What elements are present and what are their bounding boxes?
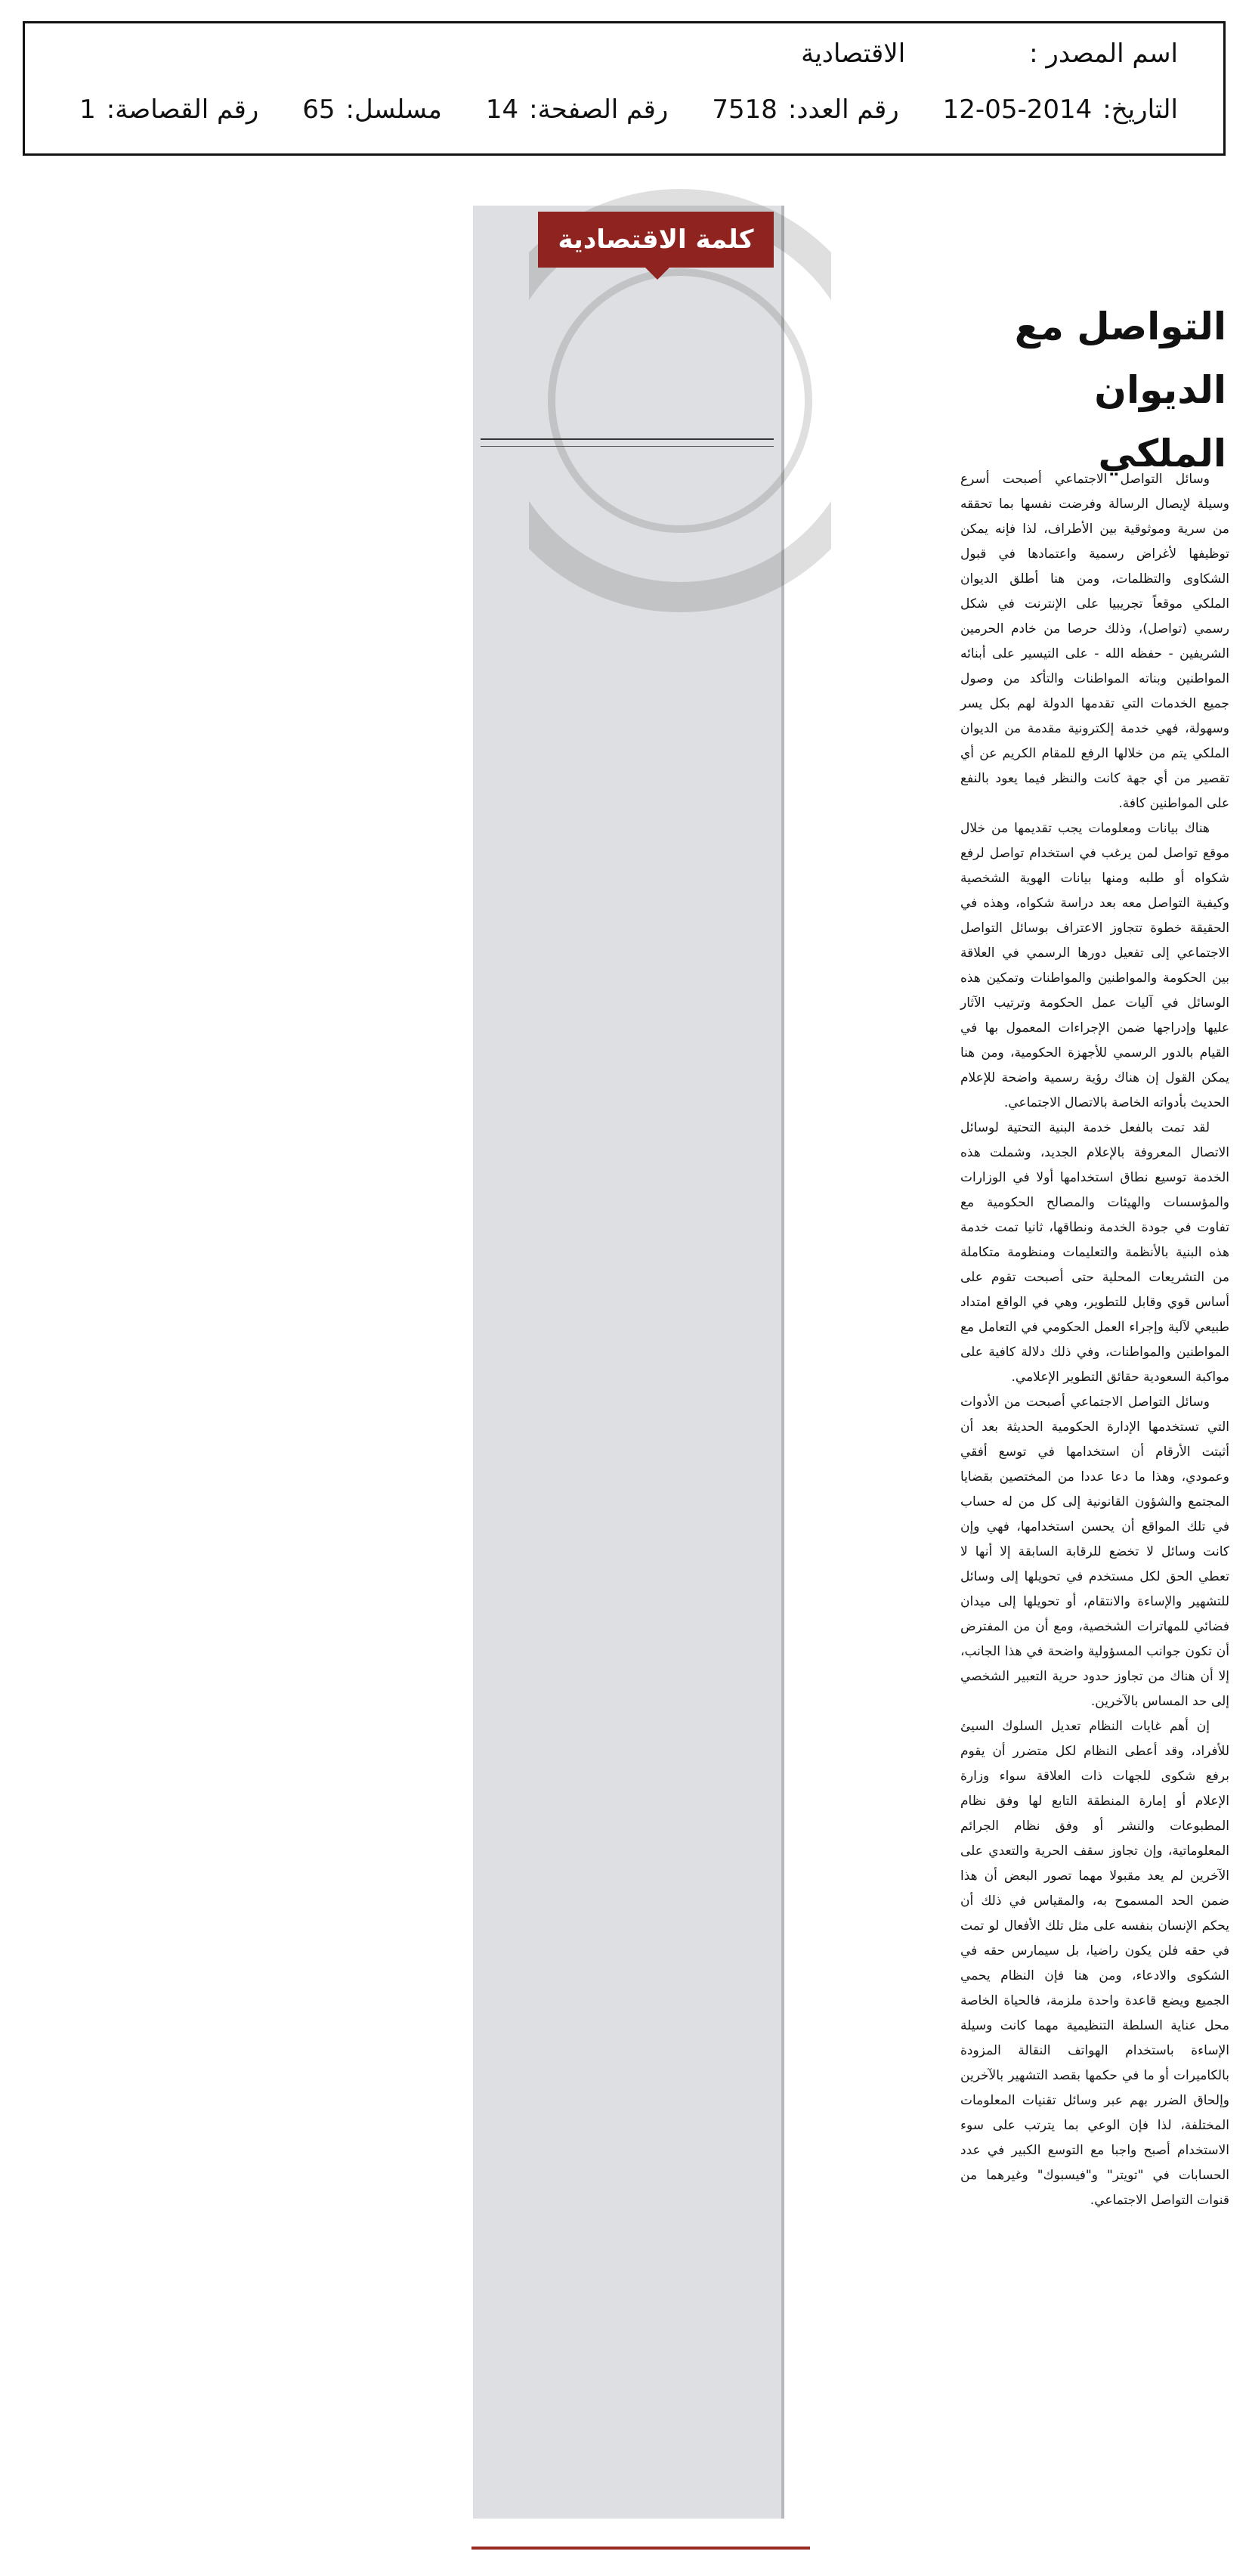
column-edge-rule bbox=[781, 206, 784, 2519]
issue-field: رقم العدد:7518 bbox=[712, 94, 899, 125]
clip-value: 1 bbox=[79, 94, 96, 125]
date-field: التاريخ:2014-05-12 bbox=[942, 94, 1178, 125]
paragraph: وسائل التواصل الاجتماعي أصبحت أسرع وسيلة لإيصال الرسالة وفرضت نفسها بما تحققه من سرية وموثوقية بين الأطراف، لذا فإنه يمكن توظيفها لأغراض رسمية واعتمادها في قبول الشكاوى والتظلمات، ومن هنا أطلق الديوان الملكي موقعاً تجريبيا على الإنترنت في شكل رسمي (تواصل)، وذلك حرصا من خادم الحرمين الشريفين - حفظه الله - على التيسير على أبنائه المواطنين وبناته المواطنات والتأكد من وصول جميع الخدمات التي تقدمها الدولة لهم بكل يسر وسهولة، فهي خدمة إلكترونية مقدمة من الديوان الملكي يتم من خلالها الرفع للمقام الكريم عن أي تقصير من أي جهة كانت والنظر فيما يعود بالنفع على المواطنين كافة. bbox=[960, 472, 1229, 811]
serial-value: 65 bbox=[302, 94, 335, 125]
article-clipping bbox=[473, 206, 781, 2519]
section-banner: كلمة الاقتصادية bbox=[538, 212, 774, 268]
source-label: اسم المصدر : bbox=[1029, 39, 1178, 69]
clip-field: رقم القصاصة:1 bbox=[79, 94, 259, 125]
page-field: رقم الصفحة:14 bbox=[485, 94, 669, 125]
details-row bbox=[79, 94, 1178, 125]
page-value: 14 bbox=[485, 94, 519, 125]
banner-pointer bbox=[645, 268, 669, 280]
source-value: الاقتصادية bbox=[801, 39, 906, 69]
title-line-1: التواصل مع bbox=[1014, 305, 1226, 348]
source-row bbox=[801, 39, 1178, 69]
paragraph: لقد تمت بالفعل خدمة البنية التحتية لوسائل الاتصال المعروفة بالإعلام الجديد، وشملت هذه الخدمة توسيع نطاق استخدامها أولا في الوزارات والمؤسسات والهيئات والمصالح الحكومية مع تفاوت في جودة الخدمة ونطاقها، ثانيا تمت خدمة هذه البنية بالأنظمة والتعليمات ومنظومة متكاملة من التشريعات المحلية حتى أصبحت تقوم على أساس قوي وقابل للتطوير، وهي في الواقع امتداد طبيعي لآلية وإجراء العمل الحكومي في التعامل مع المواطنين والمواطنات، وفي ذلك دلالة كافية على مواكبة السعودية حقائق التطوير الإعلامي. bbox=[960, 1120, 1229, 1385]
paragraph: هناك بيانات ومعلومات يجب تقديمها من خلال موقع تواصل لمن يرغب في استخدام تواصل لرفع شكواه أو طلبه ومنها بيانات الهوية الشخصية وكيفية التواصل معه بعد دراسة شكواه، وهذه في الحقيقة خطوة تتجاوز الاعتراف بوسائل التواصل الاجتماعي إلى تفعيل دورها الرسمي في العلاقة بين الحكومة والمواطنين والمواطنات وتمكين هذه الوسائل في آليات عمل الحكومة وترتيب الآثار عليها وإدراجها ضمن الإجراءات المعمول بها في القيام بالدور الرسمي للأجهزة الحكومية، ومن هنا يمكن القول إن هناك رؤية رسمية واضحة للإعلام الحديث بأدواته الخاصة بالاتصال الاجتماعي. bbox=[960, 821, 1229, 1110]
source-info-box bbox=[23, 21, 1226, 156]
date-value: 2014-05-12 bbox=[942, 94, 1093, 125]
paragraph: وسائل التواصل الاجتماعي أصبحت من الأدوات التي تستخدمها الإدارة الحكومية الحديثة بعد أن أثبتت الأرقام أن استخدامها في توسع أفقي وعمودي، وهذا ما دعا عددا من المختصين بقضايا المجتمع والشؤون القانونية إلى كل من له حساب في تلك المواقع أن يحسن استخدامها، فهي وإن كانت وسائل لا تخضع للرقابة السابقة إلا أنها لا تعطي الحق لكل مستخدم في تحويلها إلى وسائل للتشهير والإساءة والانتقام، أو تحويلها إلى ميدان فضائي للمهاترات الشخصية، ومع أن من المفترض أن تكون جوانب المسؤولية واضحة في هذا الجانب، إلا أن هناك من تجاوز حدود حرية التعبير الشخصي إلى حد المساس بالآخرين. bbox=[960, 1395, 1229, 1709]
title-divider-thin bbox=[481, 446, 774, 447]
title-line-2: الديوان الملكي bbox=[1094, 368, 1226, 475]
article-body bbox=[960, 467, 1229, 2213]
title-divider bbox=[481, 438, 774, 440]
bottom-rule bbox=[471, 2547, 810, 2550]
issue-value: 7518 bbox=[712, 94, 778, 125]
paragraph: إن أهم غايات النظام تعديل السلوك السيئ للأفراد، وقد أعطى النظام لكل متضرر أن يقوم برفع شكوى للجهات ذات العلاقة سواء وزارة الإعلام أو إمارة المنطقة التابع لها وفق نظام المطبوعات والنشر أو وفق نظام الجرائم المعلوماتية، وإن تجاوز سقف الحرية والتعدي على الآخرين لم يعد مقبولا مهما تصور البعض أن هذا ضمن الحد المسموح به، والمقياس في ذلك أن يحكم الإنسان بنفسه على مثل تلك الأفعال لو تمت في حقه فلن يكون راضيا، بل سيمارس حقه في الشكوى والادعاء، ومن هنا فإن النظام يحمي الجميع ويضع قاعدة واحدة ملزمة، فالحياة الخاصة محل عناية السلطة التنظيمية مهما كانت وسيلة الإساءة باستخدام الهواتف النقالة المزودة بالكاميرات أو ما في حكمها بقصد التشهير بالآخرين وإلحاق الضرر بهم عبر وسائل تقنيات المعلومات المختلفة، لذا فإن الوعي بما يترتب على سوء الاستخدام أصبح واجبا مع التوسع الكبير في عدد الحسابات في "تويتر" و"فيسبوك" وغيرهما من قنوات التواصل الاجتماعي. bbox=[960, 1719, 1229, 2208]
article-title bbox=[954, 295, 1226, 485]
serial-field: مسلسل:65 bbox=[302, 94, 442, 125]
